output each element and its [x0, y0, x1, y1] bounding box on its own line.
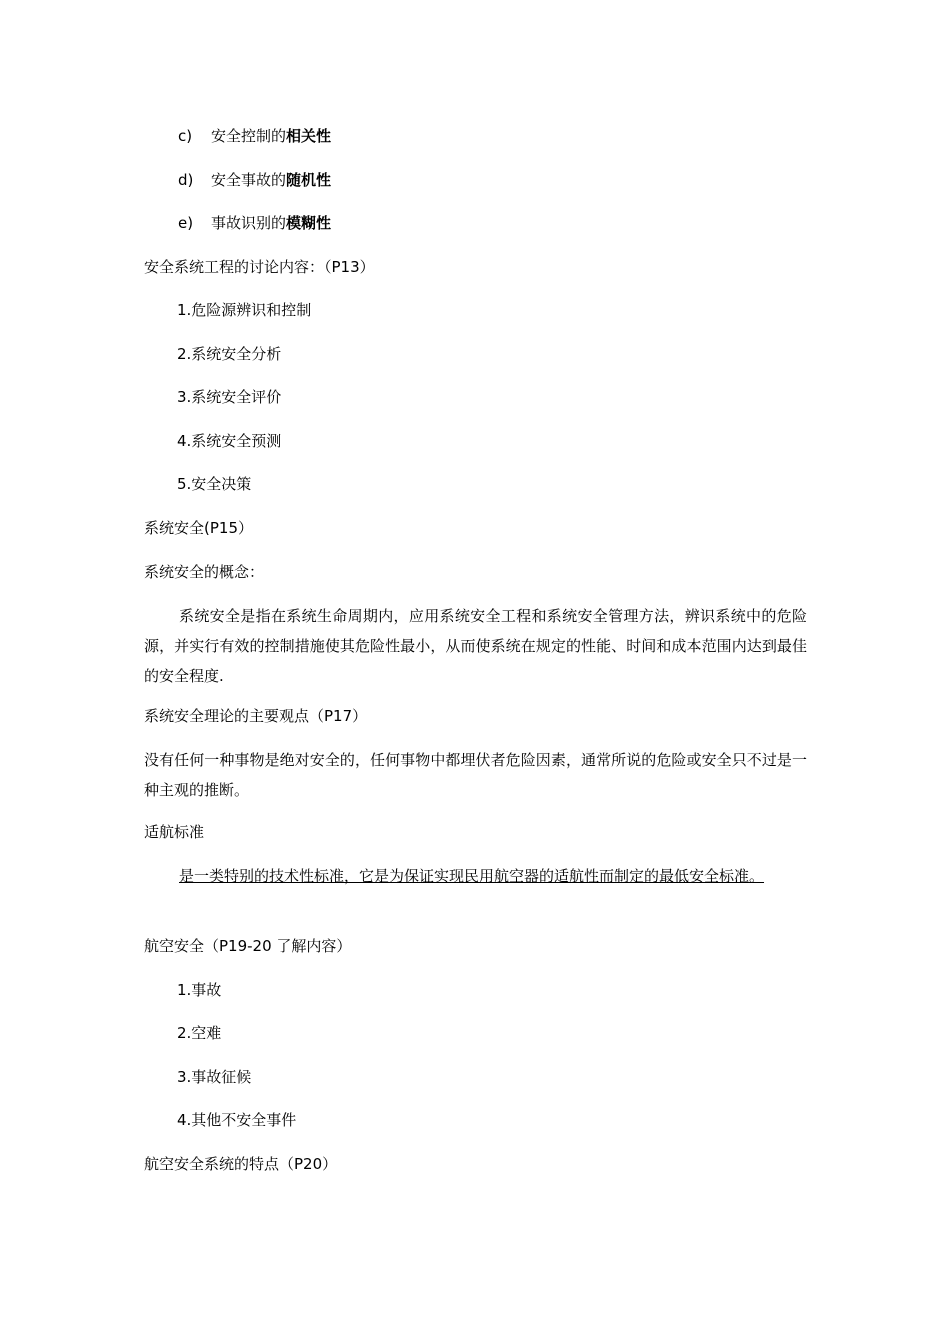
- list-letter: e): [178, 214, 194, 232]
- list-text: 安全事故的: [211, 171, 287, 189]
- section-heading-aviation-safety: 航空安全（P19-20 了解内容）: [144, 937, 352, 955]
- list-bold-term: 模糊性: [286, 214, 332, 232]
- paragraph-airworthiness: 是一类特别的技术性标准，它是为保证实现民用航空器的适航性而制定的最低安全标准。: [179, 867, 765, 885]
- paragraph-concept: 系统安全是指在系统生命周期内，应用系统安全工程和系统安全管理方法，辨识系统中的危险源，并实行有效的控制措施使其危险性最小，从而使系统在规定的性能、时间和成本范围内达到最佳的安全程度.: [144, 607, 807, 685]
- list-letter: d): [178, 171, 194, 189]
- section-heading-main-viewpoints: 系统安全理论的主要观点（P17）: [144, 707, 368, 725]
- list-item: 3.系统安全评价: [177, 388, 282, 406]
- list-item: 1.事故: [177, 981, 222, 999]
- list-item: 2.空难: [177, 1024, 222, 1042]
- section-heading-system-safety: 系统安全(P15）: [144, 519, 253, 537]
- section-heading-discussion: 安全系统工程的讨论内容：（P13）: [144, 258, 375, 276]
- subheading-concept: 系统安全的概念：: [144, 563, 265, 581]
- section-heading-airworthiness: 适航标准: [144, 823, 205, 841]
- list-item: 5.安全决策: [177, 475, 252, 493]
- list-letter: c): [178, 127, 193, 145]
- list-item: 4.其他不安全事件: [177, 1111, 297, 1129]
- list-bold-term: 随机性: [286, 171, 332, 189]
- list-text: 事故识别的: [211, 214, 287, 232]
- list-item: 2.系统安全分析: [177, 345, 282, 363]
- paragraph-viewpoints: 没有任何一种事物是绝对安全的，任何事物中都埋伏者危险因素，通常所说的危险或安全只不过是一种主观的推断。: [144, 751, 807, 799]
- list-text: 安全控制的: [211, 127, 287, 145]
- list-item: 3.事故征候: [177, 1068, 252, 1086]
- list-bold-term: 相关性: [286, 127, 332, 145]
- list-item: 4.系统安全预测: [177, 432, 282, 450]
- list-item: 1.危险源辨识和控制: [177, 301, 312, 319]
- section-heading-system-features: 航空安全系统的特点（P20）: [144, 1155, 338, 1173]
